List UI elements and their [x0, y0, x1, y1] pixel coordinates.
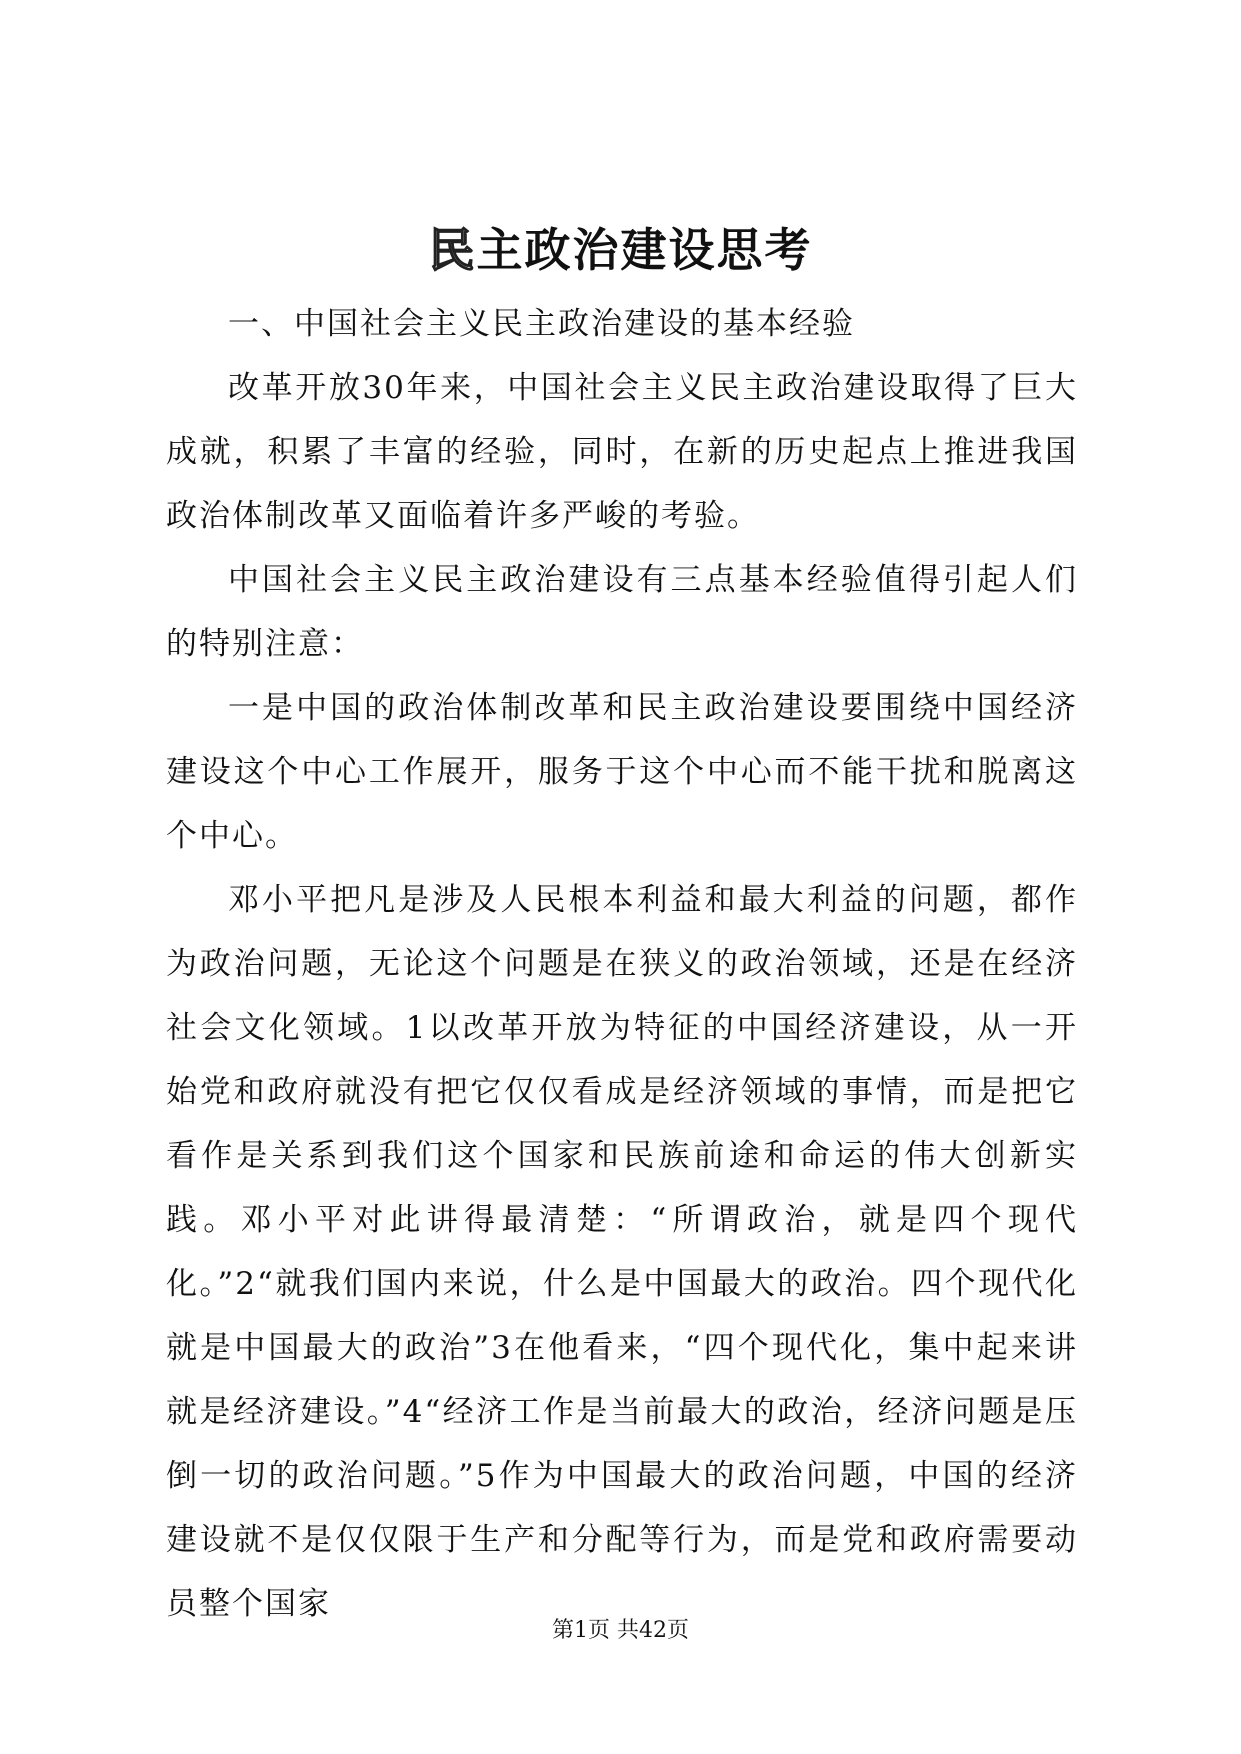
- title-rest: 主政治建设思考: [476, 223, 813, 277]
- paragraph: 中国社会主义民主政治建设有三点基本经验值得引起人们的特别注意：: [166, 562, 1078, 662]
- page-footer: 第1页 共42页: [552, 1618, 689, 1643]
- paragraph: 邓小平把凡是涉及人民根本利益和最大利益的问题，都作为政治问题，无论这个问题是在狭义的政治领域，还是在经济社会文化领域。1以改革开放为特征的中国经济建设，从一开始党和政府就没有把它仅仅看成是经济领域的事情，而是把它看作是关系到我们这个国家和民族前途和命运的伟大创新实践。邓小平对此讲得最清楚：“所谓政治，就是四个现代化。”2“就我们国内来说，什么是中国最大的政治。四个现代化就是中国最大的政治”3在他看来，“四个现代化，集中起来讲就是经济建设。”4“经济工作是当前最大的政治，经济问题是压倒一切的政治问题。”5作为中国最大的政治问题，中国的经济建设就不是仅仅限于生产和分配等行为，而是党和政府需要动员整个国家: [166, 882, 1078, 1622]
- section-heading: 一、中国社会主义民主政治建设的基本经验: [228, 306, 855, 342]
- document-body: [166, 292, 1078, 1636]
- title-first-char: 民: [428, 223, 477, 277]
- paragraph: 改革开放30年来，中国社会主义民主政治建设取得了巨大成就，积累了丰富的经验，同时，在新的历史起点上推进我国政治体制改革又面临着许多严峻的考验。: [166, 370, 1078, 534]
- document-title: [0, 220, 1241, 280]
- paragraph: 一是中国的政治体制改革和民主政治建设要围绕中国经济建设这个中心工作展开，服务于这个中心而不能干扰和脱离这个中心。: [166, 690, 1078, 854]
